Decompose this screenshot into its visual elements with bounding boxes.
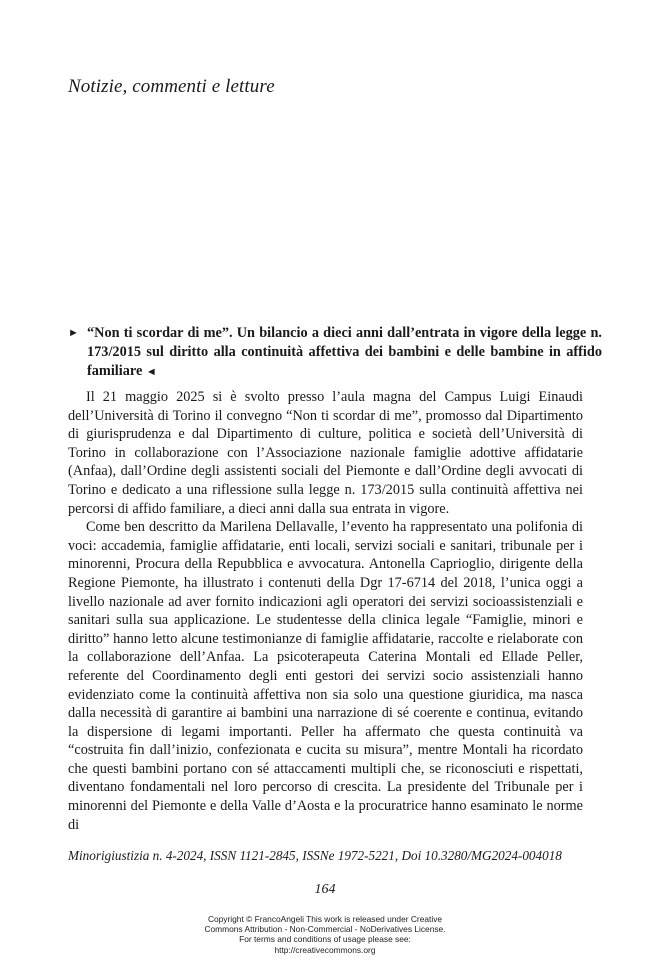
- left-triangle-icon: ◄: [145, 366, 157, 378]
- article-heading-text: “Non ti scordar di me”. Un bilancio a dieci anni dall’entrata in vigore della legge n. 173/2015 sul diritto alla continuità affettiva dei bambini e delle bambine in affido familiare: [87, 325, 602, 379]
- body-paragraph: Come ben descritto da Marilena Dellavalle, l’evento ha rappresentato una polifonia di voci: accademia, famiglie affidatarie, enti locali, servizi sociali e sanitari, tribunale per i minorenni, Procura della Repubblica e avvocatura. Antonella Caprioglio, dirigente della Regione Piemonte, ha illustrato i contenuti della Dgr 17-6714 del 2018, l’unica oggi a livello nazionale ad aver fornito indicazioni agli operatori dei servizi socioassistenziali e sanitari sulla sua applicazione. Le studentesse della clinica legale “Famiglie, minori e diritto” hanno letto alcune testimonianze di famiglie affidatarie, raccolte e rielaborate con la collaborazione dell’Anfaa. La psicoterapeuta Caterina Montali ed Ellade Peller, referente del Coordinamento degli enti gestori dei servizi socio assistenziali hanno evidenziato come la continuità affettiva non sia solo una questione giuridica, ma nasca dalla necessità di garantire ai bambini una narrazione di sé coerente e continua, evitando la dispersione di legami importanti. Peller ha affermato che questa continuità va “costruita fin dall’inizio, confezionata e cucita su misura”, mentre Montali ha ricordato che questi bambini portano con sé attaccamenti multipli che, se riconosciuti e rispettati, diventano fondamentali nel loro percorso di crescita. La presidente del Tribunale per i minorenni del Piemonte e della Valle d’Aosta e la procuratrice hanno esaminato le norme di: [68, 519, 583, 833]
- right-triangle-icon: ►: [68, 327, 79, 339]
- license-link[interactable]: http://creativecommons.org: [274, 944, 376, 955]
- page-number: 164: [314, 882, 336, 897]
- license-line: For terms and conditions of usage please see:: [239, 934, 411, 945]
- license-notice: [0, 914, 650, 955]
- license-line: Commons Attribution - Non-Commercial - NoDerivatives License.: [204, 924, 446, 935]
- article-body: [68, 388, 583, 834]
- journal-citation: Minorigiustizia n. 4-2024, ISSN 1121-2845, ISSNe 1972-5221, Doi 10.3280/MG2024-004018: [68, 848, 562, 863]
- body-paragraph: Il 21 maggio 2025 si è svolto presso l’aula magna del Campus Luigi Einaudi dell’Università di Torino il convegno “Non ti scordar di me”, promosso dal Dipartimento di giurisprudenza e dal Dipartimento di culture, politica e società dell’Università di Torino in collaborazione con l’Associazione nazionale famiglie adottive affidatarie (Anfaa), dall’Ordine degli assistenti sociali del Piemonte e dall’Ordine degli avvocati di Torino e dedicato a una riflessione sulla legge n. 173/2015 sulla continuità affettiva nei percorsi di affido familiare, a dieci anni dalla sua entrata in vigore.: [68, 389, 583, 517]
- section-title: Notizie, commenti e letture: [68, 76, 275, 97]
- article-heading: [68, 324, 602, 382]
- license-line: Copyright © FrancoAngeli This work is released under Creative: [207, 914, 443, 924]
